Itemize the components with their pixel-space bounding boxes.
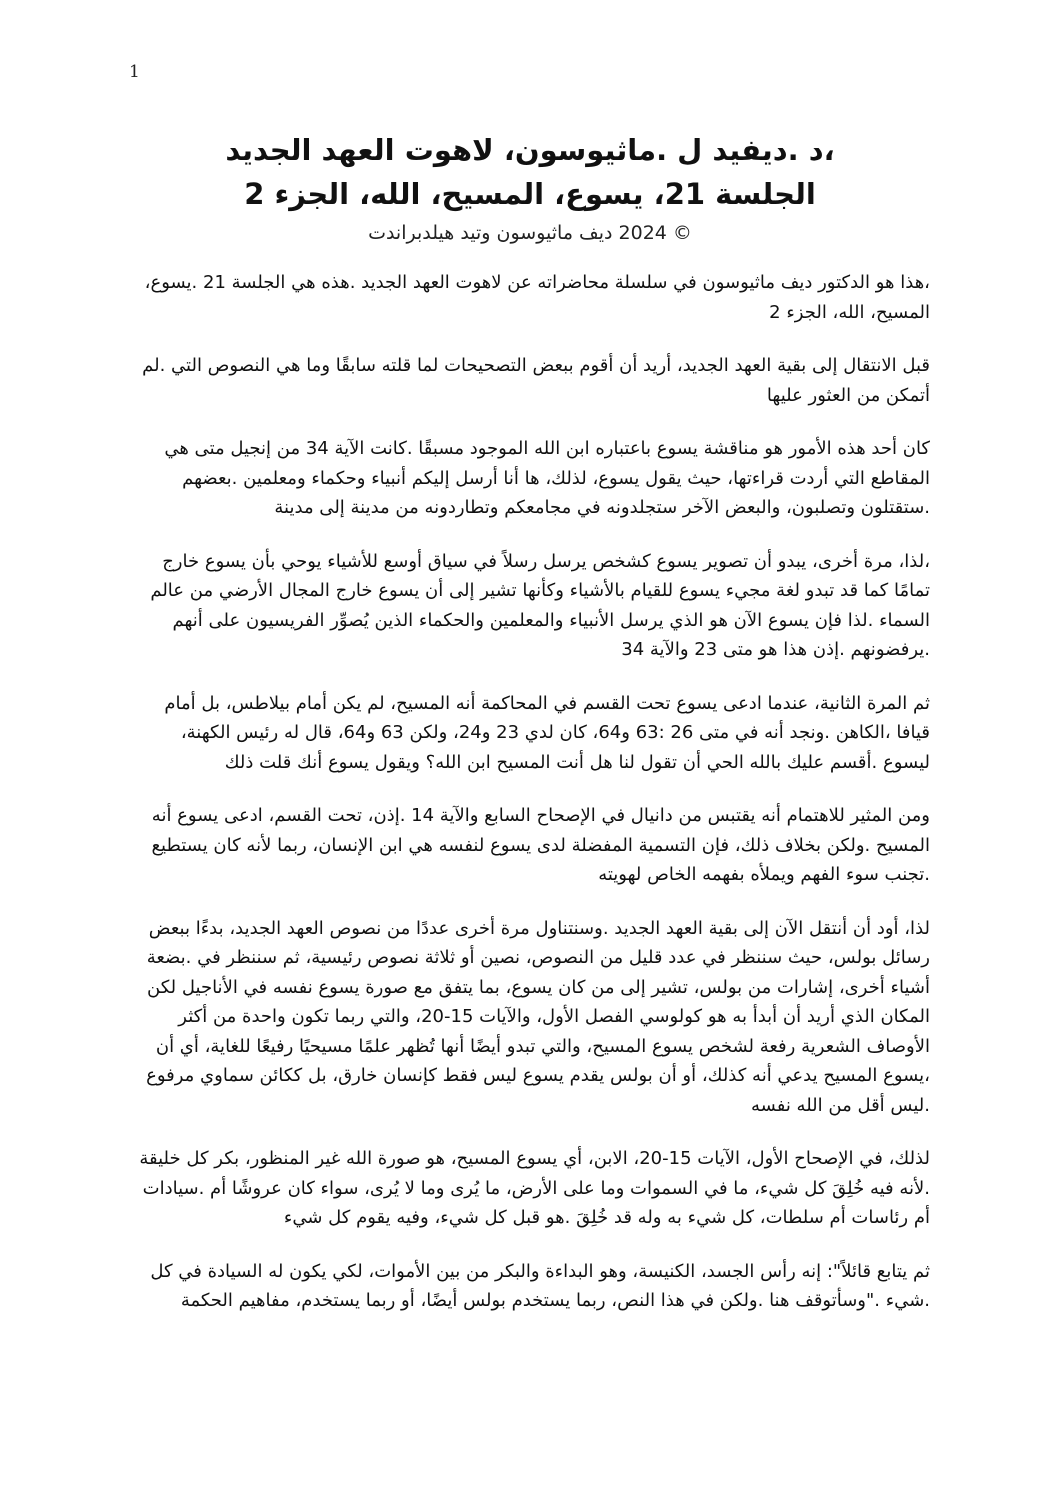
paragraph-daniel-quote: ومن المثير للاهتمام أنه يقتبس من دانيال في الإصحاح السابع والآية 14 .إذن، تحت القسم، ادعى يسوع أنه المسيح .ولكن بخلاف ذلك، فإن التسمية المفضلة لدى يسوع لنفسه هي ابن الإنسان، ربما لأنه كان يستطيع .تجنب سوء الفهم ويملأه بفهمه الخاص لهويته (151, 805, 930, 885)
page-number: 1 (129, 62, 140, 82)
paragraph-corrections: قبل الانتقال إلى بقية العهد الجديد، أريد أن أقوم ببعض التصحيحات لما قلته سابقًا وما هي النصوص التي .لم أتمكن من العثور عليها (142, 355, 930, 406)
paragraph-sending-messengers: ،لذا، مرة أخرى، يبدو أن تصوير يسوع كشخص يرسل رسلاً في سياق أوسع للأشياء يوحي بأن يسوع خارج تمامًا كما قد تبدو لغة مجيء يسوع للقيام بالأشياء وكأنها تشير إلى أن يسوع خارج المجال الأرضي من عالم السماء .لذا فإن يسوع الآن هو الذي يرسل الأنبياء والمعلمين والحكماء الذين يُصوِّر الفريسيون على أنهم .يرفضونهم .إذن هذا هو متى 23 والآية 34 (150, 550, 930, 660)
title-line-2: الجلسة 21، يسوع، المسيح، الله، الجزء 2 (244, 177, 816, 211)
document-header (130, 128, 930, 248)
paragraph-matthew-23: كان أحد هذه الأمور هو مناقشة يسوع باعتباره ابن الله الموجود مسبقًا .كانت الآية 34 من إنجيل متى هي المقاطع التي أردت قراءتها، حيث يقول يسوع، لذلك، ها أنا أرسل إليكم أنبياء وحكماء ومعلمين .بعضهم .ستقتلون وتصلبون، والبعض الآخر ستجلدونه في مجامعكم وتطاردونه من مدينة إلى مدينة (164, 438, 930, 518)
copyright-notice: © 2024 ديف ماثيوسون وتيد هيلدبراندت (368, 222, 692, 244)
title-line-1: ،د .ديفيد ل .ماثيوسون، لاهوت العهد الجديد (225, 133, 835, 167)
paragraph-colossians-text: لذلك، في الإصحاح الأول، الآيات 15-20، الابن، أي يسوع المسيح، هو صورة الله غير المنظور، بكر كل خليقة .لأنه فيه خُلِقَ كل شيء، ما في السموات وما على الأرض، ما يُرى وما لا يُرى، سواء كان عروشًا أم .سيادات أم رئاسات أم سلطات، كل شيء به وله قد خُلِقَ .هو قبل كل شيء، وفيه يقوم كل شيء (139, 1148, 930, 1228)
paragraph-colossians-intro: لذا، أود أن أنتقل الآن إلى بقية العهد الجديد .وسنتناول مرة أخرى عددًا من نصوص العهد الجديد، بدءًا ببعض رسائل بولس، حيث سننظر في عدد قليل من النصوص، نصين أو ثلاثة نصوص رئيسية، ثم سننظر في .بضعة أشياء أخرى، إشارات من بولس، تشير إلى من كان يسوع، بما يتفق مع صورة يسوع نفسه في الأناجيل لكن المكان الذي أريد أن أبدأ به هو كولوسي الفصل الأول، والآيات 15-20، والتي ربما تكون واحدة من أكثر الأوصاف الشعرية رفعة لشخص يسوع المسيح، والتي تبدو أيضًا أنها تُظهر علمًا مسيحيًا رفيعًا للغاية، أي أن ،يسوع المسيح يدعي أنه كذلك، أو أن بولس يقدم يسوع ليس فقط كإنسان خارق، بل ككائن سماوي مرفوع .ليس أقل من الله نفسه (146, 917, 930, 1116)
document-body (130, 268, 930, 1340)
paragraph-intro: ،هذا هو الدكتور ديف ماثيوسون في سلسلة محاضراته عن لاهوت العهد الجديد .هذه هي الجلسة 21 .يسوع، المسيح، الله، الجزء 2 (144, 272, 930, 323)
paragraph-head-of-body: ثم يتابع قائلاً": إنه رأس الجسد، الكنيسة، وهو البداءة والبكر من بين الأموات، لكي يكون له السيادة في كل .شيء ."وسأتوقف هنا .ولكن في هذا النص، ربما يستخدم بولس أيضًا، أو ربما يستخدم، مفاهيم الحكمة (150, 1260, 930, 1311)
paragraph-oath-trial: ثم المرة الثانية، عندما ادعى يسوع تحت القسم في المحاكمة أنه المسيح، لم يكن أمام بيلاطس، بل أمام قيافا ،الكاهن .ونجد أنه في متى 26 :63 و64، كان لدي 23 و24، ولكن 63 و64، قال له رئيس الكهنة، ليسوع .أقسم عليك بالله الحي أن تقول لنا هل أنت المسيح ابن الله؟ ويقول يسوع أنك قلت ذلك (164, 692, 930, 773)
